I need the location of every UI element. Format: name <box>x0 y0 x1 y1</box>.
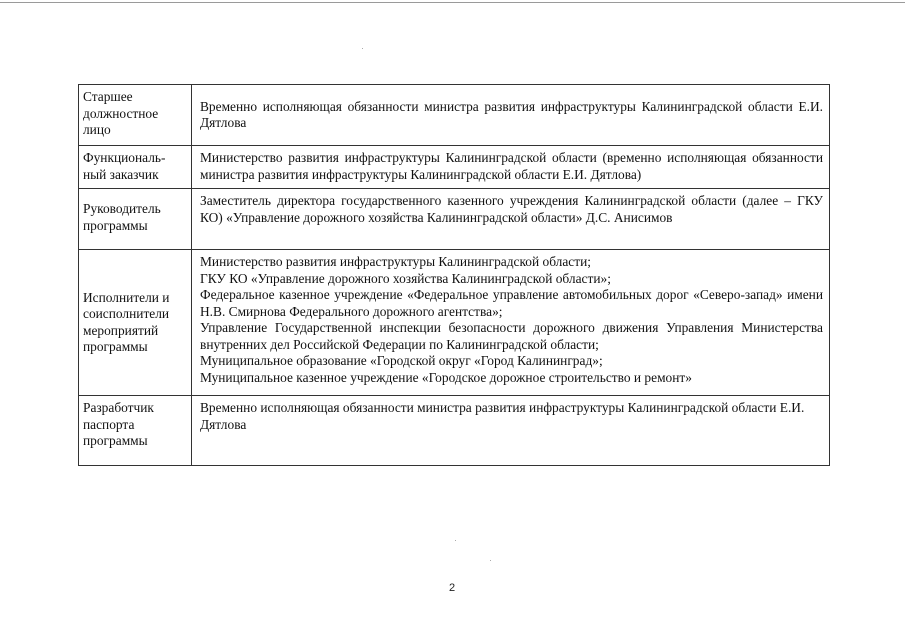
table-row <box>79 146 830 189</box>
row-label: Функциональ- ный заказчик <box>79 146 192 189</box>
scan-speck <box>490 560 491 561</box>
row-label: Разработчик паспорта программы <box>79 396 192 466</box>
row-value: Министерство развития инфраструктуры Калининградской области (временно исполняющая обязанности министра развития инфраструктуры Калининградской области Е.И. Дятлова) <box>192 146 830 189</box>
scan-speck <box>362 48 363 49</box>
table-row <box>79 250 830 396</box>
row-label: Руководитель программы <box>79 189 192 250</box>
row-label: Старшее должностное лицо <box>79 85 192 146</box>
row-value: Временно исполняющая обязанности министра развития инфраструктуры Калининградской области Е.И. Дятлова <box>192 85 830 146</box>
table-row <box>79 189 830 250</box>
page-number: 2 <box>448 582 456 594</box>
table-row <box>79 396 830 466</box>
program-passport-table <box>78 84 830 466</box>
row-value: Заместитель директора государственного казенного учреждения Калининградской области (далее – ГКУ КО) «Управление дорожного хозяйства Калининградской области» Д.С. Анисимов <box>192 189 830 250</box>
top-scan-line <box>0 2 905 3</box>
scan-speck <box>455 540 456 541</box>
row-label: Исполнители и соисполнители мероприятий программы <box>79 250 192 396</box>
row-value: Министерство развития инфраструктуры Калининградской области; ГКУ КО «Управление дорожного хозяйства Калининградской области»; Федеральное казенное учреждение «Федеральное управление автомобильных дорог «Северо-запад» имени Н.В. Смирнова Федерального дорожного агентства»; Управление Государственной инспекции безопасности дорожного движения Управления Министерства внутренних дел Российской Федерации по Калининградской области; Муниципальное образование «Городской округ «Город Калининград»; Муниципальное казенное учреждение «Городское дорожное строительство и ремонт» <box>192 250 830 396</box>
row-value: Временно исполняющая обязанности министра развития инфраструктуры Калининградской области Е.И. Дятлова <box>192 396 830 466</box>
table-row <box>79 85 830 146</box>
